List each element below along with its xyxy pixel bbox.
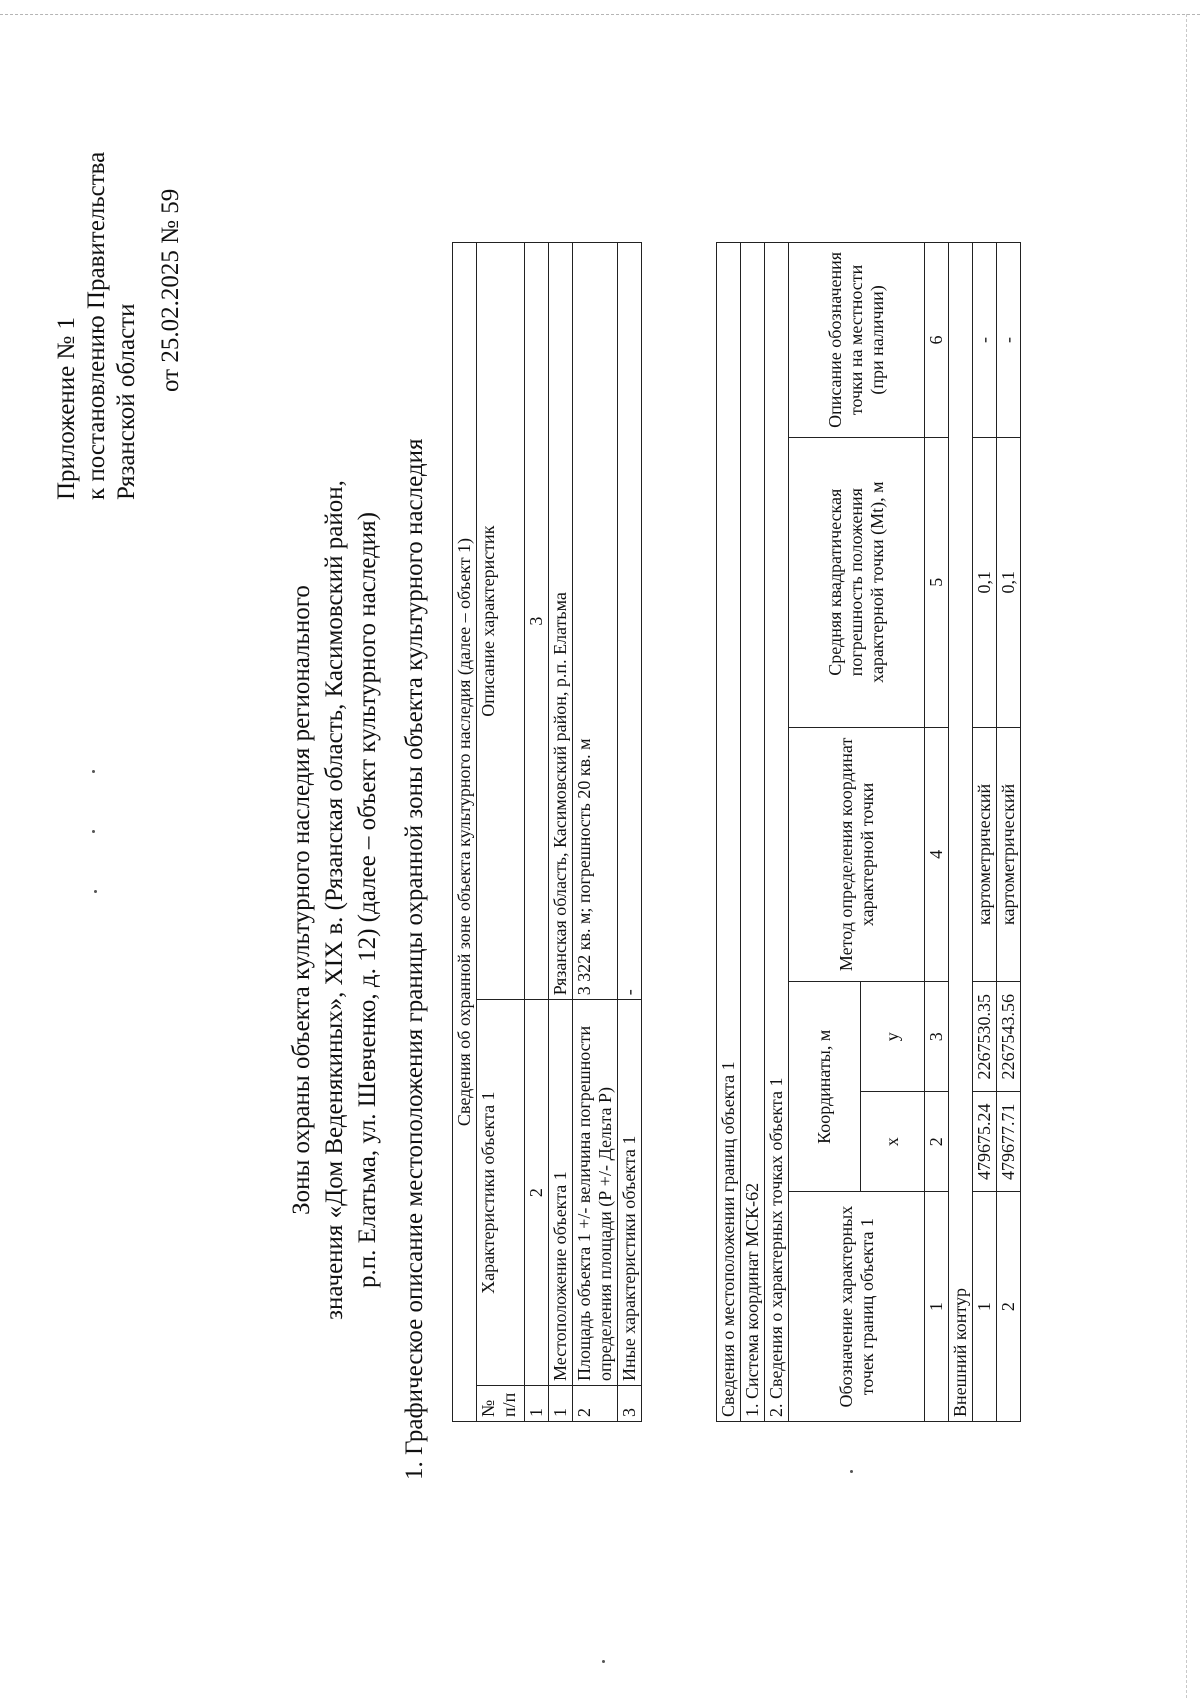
title-line2: значения «Дом Веденякиных», XIX в. (Рязанская область, Касимовский район, bbox=[321, 480, 348, 1320]
table2-colnum: 1 bbox=[925, 1192, 949, 1422]
point-y: 2267543.56 bbox=[997, 982, 1021, 1092]
table2-header-description: Описание обозначения точки на местности (при наличии) bbox=[789, 243, 925, 438]
scan-edge-top bbox=[0, 14, 1200, 15]
appendix-line1: Приложение № 1 bbox=[53, 316, 80, 500]
point-description: - bbox=[997, 243, 1021, 438]
table2-colnum: 6 bbox=[925, 243, 949, 438]
table1-colnum: 2 bbox=[525, 1000, 549, 1386]
row-number: 1 bbox=[549, 1386, 573, 1422]
point-description: - bbox=[973, 243, 997, 438]
table2-points-caption: 2. Сведения о характерных точках объекта 1 bbox=[765, 243, 789, 1422]
table2-header-x: х bbox=[861, 1092, 925, 1192]
table2-header-designation: Обозначение характерных точек границ объекта 1 bbox=[789, 1192, 925, 1422]
table-row bbox=[618, 243, 642, 1422]
table2-header-coords: Координаты, м bbox=[789, 982, 861, 1192]
row-number: 3 bbox=[618, 1386, 642, 1422]
table1-header-desc: Описание характеристик bbox=[477, 243, 525, 1000]
table1-header-num: № п/п bbox=[477, 1386, 525, 1422]
point-x: 479675.24 bbox=[973, 1092, 997, 1192]
point-method: картометрический bbox=[997, 727, 1021, 982]
table2-header-method: Метод определения координат характерной точки bbox=[789, 727, 925, 982]
table-row bbox=[973, 243, 997, 1422]
row-number: 2 bbox=[573, 1386, 618, 1422]
table1-colnum: 1 bbox=[525, 1386, 549, 1422]
table2-colnum: 3 bbox=[925, 982, 949, 1092]
table2-colnum: 4 bbox=[925, 727, 949, 982]
appendix-date: от 25.02.2025 № 59 bbox=[157, 188, 184, 392]
rotated-page bbox=[0, 20, 1180, 1660]
point-y: 2267530.35 bbox=[973, 982, 997, 1092]
appendix-line3: Рязанской области bbox=[113, 303, 140, 500]
table2-caption: Сведения о местоположении границ объекта 1 bbox=[717, 243, 741, 1422]
point-error: 0,1 bbox=[973, 437, 997, 727]
table-row bbox=[997, 243, 1021, 1422]
table2-colnum: 5 bbox=[925, 437, 949, 727]
point-number: 2 bbox=[997, 1192, 1021, 1422]
point-method: картометрический bbox=[973, 727, 997, 982]
table2-header-y: у bbox=[861, 982, 925, 1092]
scan-edge-right bbox=[1186, 14, 1187, 1698]
boundary-points-table bbox=[716, 242, 1021, 1422]
table1-caption: Сведения об охранной зоне объекта культурного наследия (далее – объект 1) bbox=[453, 243, 477, 1422]
table2-header-error: Средняя квадратическая погрешность положения характерной точки (Mt), м bbox=[789, 437, 925, 727]
appendix-line2: к постановлению Правительства bbox=[83, 151, 110, 500]
point-error: 0,1 bbox=[997, 437, 1021, 727]
table-row bbox=[573, 243, 618, 1422]
table1-colnum: 3 bbox=[525, 243, 549, 1000]
row-characteristic: Местоположение объекта 1 bbox=[549, 1000, 573, 1386]
section-title: 1. Графическое описание местоположения границы охранной зоны объекта культурного наследия bbox=[401, 438, 428, 1480]
table2-system: 1. Система координат МСК-62 bbox=[741, 243, 765, 1422]
row-characteristic: Иные характеристики объекта 1 bbox=[618, 1000, 642, 1386]
scan-speck bbox=[602, 1660, 605, 1663]
document-title bbox=[285, 310, 384, 1490]
row-description: - bbox=[618, 243, 642, 1000]
row-description: 3 322 кв. м; погрешность 20 кв. м bbox=[573, 243, 618, 1000]
table-row bbox=[549, 243, 573, 1422]
title-line3: р.п. Елатьма, ул. Шевченко, д. 12) (далее – объект культурного наследия) bbox=[354, 512, 381, 1289]
point-number: 1 bbox=[973, 1192, 997, 1422]
row-description: Рязанская область, Касимовский район, р.п. Елатьма bbox=[549, 243, 573, 1000]
protection-zone-table bbox=[452, 242, 642, 1422]
table2-colnum: 2 bbox=[925, 1092, 949, 1192]
point-x: 479677.71 bbox=[997, 1092, 1021, 1192]
title-line1: Зоны охраны объекта культурного наследия регионального bbox=[288, 585, 315, 1215]
table2-contour: Внешний контур bbox=[949, 243, 973, 1422]
table1-header-name: Характеристики объекта 1 bbox=[477, 1000, 525, 1386]
row-characteristic: Площадь объекта 1 +/- величина погрешности определения площади (Р +/- Дельта Р) bbox=[573, 1000, 618, 1386]
appendix-block bbox=[52, 60, 186, 500]
